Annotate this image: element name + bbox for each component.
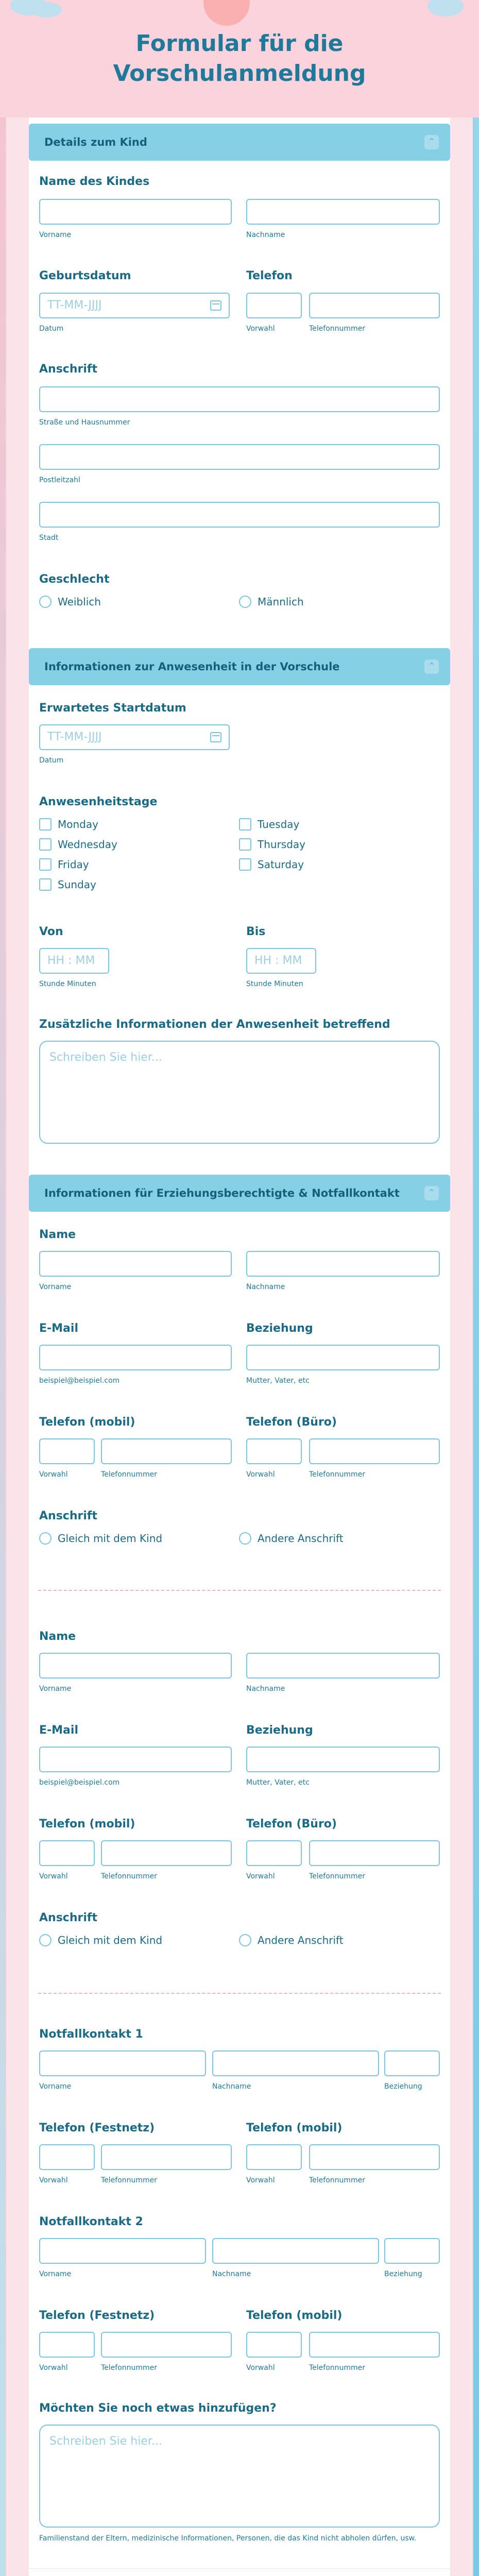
emergency2-relation-input[interactable]: [384, 2238, 440, 2264]
first-name-sublabel: Vorname: [39, 231, 72, 239]
form-title-line1: Formular für die: [135, 30, 344, 57]
area-code-sublabel: Vorwahl: [246, 325, 275, 333]
last-name-sublabel: Nachname: [246, 1685, 285, 1693]
gender-male-radio[interactable]: [239, 596, 251, 608]
to-time-sublabel: Stunde Minuten: [246, 980, 303, 988]
guardian1-first-name-input[interactable]: [39, 1251, 232, 1277]
street-sublabel: Straße und Hausnummer: [39, 418, 130, 427]
guardian1-relation-input[interactable]: [246, 1345, 440, 1370]
guardian1-office-number-input[interactable]: [309, 1438, 440, 1464]
guardian1-same-address-label[interactable]: Gleich mit dem Kind: [58, 1532, 163, 1545]
guardian2-address-label: Anschrift: [39, 1911, 97, 1924]
calendar-icon[interactable]: [210, 732, 221, 742]
attendance-days-label: Anwesenheitstage: [39, 795, 158, 808]
day-label-sunday[interactable]: Sunday: [58, 878, 96, 891]
emergency2-landline-number-input[interactable]: [101, 2332, 232, 2358]
extra-info-hint: Familienstand der Eltern, medizinische Informationen, Personen, die das Kind nicht abholen dürfen, usw.: [39, 2534, 417, 2543]
collapse-icon[interactable]: ⌃: [424, 1186, 439, 1200]
guardian1-name-label: Name: [39, 1228, 76, 1241]
area-code-sublabel: Vorwahl: [39, 1470, 68, 1479]
child-phone-area-input[interactable]: [246, 293, 302, 318]
form-header: [0, 0, 479, 117]
first-name-sublabel: Vorname: [39, 1283, 72, 1291]
emergency1-landline-label: Telefon (Festnetz): [39, 2122, 155, 2134]
emergency1-landline-number-input[interactable]: [101, 2144, 232, 2170]
to-time-label: Bis: [246, 925, 266, 938]
extra-info-label: Möchten Sie noch etwas hinzufügen?: [39, 2402, 277, 2415]
page-edge-left: [0, 0, 5, 2576]
child-name-label: Name des Kindes: [39, 175, 150, 188]
zip-input[interactable]: [39, 444, 440, 470]
city-sublabel: Stadt: [39, 534, 59, 542]
emergency1-relation-input[interactable]: [384, 2050, 440, 2076]
guardian2-same-address-label[interactable]: Gleich mit dem Kind: [58, 1934, 163, 1946]
emergency2-first-name-input[interactable]: [39, 2238, 206, 2264]
city-input[interactable]: [39, 502, 440, 528]
attendance-info-textarea[interactable]: Schreiben Sie hier...: [39, 1041, 440, 1144]
relation-sublabel: Mutter, Vater, etc: [246, 1377, 310, 1385]
sun-decoration: [203, 0, 250, 26]
page-edge-right: [474, 0, 479, 2576]
gender-male-label[interactable]: Männlich: [258, 596, 304, 608]
guardian1-same-address-radio[interactable]: [39, 1532, 52, 1545]
guardian1-other-address-label[interactable]: Andere Anschrift: [258, 1532, 344, 1545]
area-code-sublabel: Vorwahl: [246, 2176, 275, 2184]
guardian1-address-label: Anschrift: [39, 1510, 97, 1522]
birthdate-label: Geburtsdatum: [39, 269, 131, 282]
guardian2-relation-input[interactable]: [246, 1747, 440, 1772]
emergency2-landline-area-input[interactable]: [39, 2332, 95, 2358]
child-last-name-input[interactable]: [246, 199, 440, 225]
last-name-sublabel: Nachname: [246, 231, 285, 239]
extra-info-textarea[interactable]: Schreiben Sie hier...: [39, 2425, 440, 2528]
birthdate-sublabel: Datum: [39, 325, 64, 333]
emergency1-first-name-input[interactable]: [39, 2050, 206, 2076]
guardian2-name-label: Name: [39, 1630, 76, 1643]
phone-number-sublabel: Telefonnummer: [309, 2176, 366, 2184]
day-label-saturday[interactable]: Saturday: [258, 858, 304, 871]
relation-sublabel: Beziehung: [384, 2082, 422, 2091]
birthdate-input[interactable]: TT-MM-JJJJ: [39, 293, 230, 318]
guardian2-last-name-input[interactable]: [246, 1653, 440, 1679]
phone-number-sublabel: Telefonnummer: [309, 1872, 366, 1880]
gender-female-label[interactable]: Weiblich: [58, 596, 101, 608]
section-header-child[interactable]: [29, 124, 450, 161]
area-code-sublabel: Vorwahl: [39, 2364, 68, 2372]
start-date-sublabel: Datum: [39, 756, 64, 765]
section-title: Informationen für Erziehungsberechtigte & Notfallkontakt: [44, 1187, 400, 1199]
from-time-label: Von: [39, 925, 63, 938]
guardian2-same-address-radio[interactable]: [39, 1934, 52, 1946]
start-date-input[interactable]: TT-MM-JJJJ: [39, 724, 230, 750]
area-code-sublabel: Vorwahl: [39, 2176, 68, 2184]
day-checkbox-friday[interactable]: [39, 858, 52, 871]
emergency2-label: Notfallkontakt 2: [39, 2215, 143, 2228]
day-label-thursday[interactable]: Thursday: [258, 838, 305, 851]
emergency1-last-name-input[interactable]: [212, 2050, 379, 2076]
guardian2-office-area-input[interactable]: [246, 1840, 302, 1866]
area-code-sublabel: Vorwahl: [246, 2364, 275, 2372]
collapse-icon[interactable]: ⌃: [424, 659, 439, 674]
guardian2-first-name-input[interactable]: [39, 1653, 232, 1679]
street-input[interactable]: [39, 386, 440, 412]
form-footer: [29, 2568, 450, 2576]
emergency1-mobile-number-input[interactable]: [309, 2144, 440, 2170]
emergency1-mobile-label: Telefon (mobil): [246, 2122, 343, 2134]
section-title: Informationen zur Anwesenheit in der Vorschule: [44, 660, 340, 673]
guardian2-mobile-number-input[interactable]: [101, 1840, 232, 1866]
emergency2-mobile-number-input[interactable]: [309, 2332, 440, 2358]
guardian1-mobile-label: Telefon (mobil): [39, 1416, 135, 1429]
guardian2-other-address-radio[interactable]: [239, 1934, 251, 1946]
from-time-input[interactable]: HH : MM: [39, 948, 109, 974]
emergency1-label: Notfallkontakt 1: [39, 2028, 143, 2041]
day-label-wednesday[interactable]: Wednesday: [58, 838, 117, 851]
relation-sublabel: Beziehung: [384, 2270, 422, 2278]
guardian1-office-area-input[interactable]: [246, 1438, 302, 1464]
gender-female-radio[interactable]: [39, 596, 52, 608]
form-title-line2: Vorschulanmeldung: [113, 60, 366, 87]
phone-number-sublabel: Telefonnummer: [309, 1470, 366, 1479]
day-label-friday[interactable]: Friday: [58, 858, 89, 871]
area-code-sublabel: Vorwahl: [246, 1470, 275, 1479]
guardian1-other-address-radio[interactable]: [239, 1532, 251, 1545]
guardian1-relation-label: Beziehung: [246, 1322, 313, 1335]
guardian1-office-label: Telefon (Büro): [246, 1416, 337, 1429]
area-code-sublabel: Vorwahl: [246, 1872, 275, 1880]
day-checkbox-saturday[interactable]: [239, 858, 251, 871]
start-date-label: Erwartetes Startdatum: [39, 702, 186, 715]
form-card: [29, 117, 450, 2568]
emergency2-mobile-label: Telefon (mobil): [246, 2309, 343, 2322]
phone-number-sublabel: Telefonnummer: [101, 2364, 158, 2372]
address-label: Anschrift: [39, 363, 97, 376]
guardian2-other-address-label[interactable]: Andere Anschrift: [258, 1934, 344, 1946]
guardian1-mobile-area-input[interactable]: [39, 1438, 95, 1464]
section-header-attendance[interactable]: [29, 648, 450, 685]
emergency2-mobile-area-input[interactable]: [246, 2332, 302, 2358]
phone-number-sublabel: Telefonnummer: [309, 2364, 366, 2372]
calendar-icon[interactable]: [210, 300, 221, 311]
day-label-monday[interactable]: Monday: [58, 818, 98, 831]
guardian2-relation-label: Beziehung: [246, 1724, 313, 1737]
relation-sublabel: Mutter, Vater, etc: [246, 1778, 310, 1787]
guardian2-office-number-input[interactable]: [309, 1840, 440, 1866]
from-time-sublabel: Stunde Minuten: [39, 980, 96, 988]
guardian1-email-label: E-Mail: [39, 1322, 78, 1335]
emergency2-last-name-input[interactable]: [212, 2238, 379, 2264]
emergency2-landline-label: Telefon (Festnetz): [39, 2309, 155, 2322]
emergency1-landline-area-input[interactable]: [39, 2144, 95, 2170]
phone-number-sublabel: Telefonnummer: [101, 1872, 158, 1880]
guardian2-mobile-area-input[interactable]: [39, 1840, 95, 1866]
guardian1-last-name-input[interactable]: [246, 1251, 440, 1277]
first-name-sublabel: Vorname: [39, 2270, 72, 2278]
day-checkbox-monday[interactable]: [39, 818, 52, 831]
day-checkbox-tuesday[interactable]: [239, 818, 251, 831]
guardian2-email-input[interactable]: [39, 1747, 232, 1772]
section-divider: [38, 1590, 441, 1591]
section-title: Details zum Kind: [44, 136, 147, 148]
last-name-sublabel: Nachname: [212, 2082, 251, 2091]
cloud-decoration-left-2: [31, 2, 62, 18]
section-header-guardians[interactable]: [29, 1175, 450, 1212]
section-divider: [38, 1993, 441, 1994]
child-phone-number-input[interactable]: [309, 293, 440, 318]
day-checkbox-wednesday[interactable]: [39, 838, 52, 851]
guardian2-office-label: Telefon (Büro): [246, 1818, 337, 1831]
child-phone-label: Telefon: [246, 269, 293, 282]
day-checkbox-sunday[interactable]: [39, 878, 52, 891]
collapse-icon[interactable]: ⌃: [424, 135, 439, 149]
child-first-name-input[interactable]: [39, 199, 232, 225]
emergency1-mobile-area-input[interactable]: [246, 2144, 302, 2170]
email-sublabel: beispiel@beispiel.com: [39, 1778, 120, 1787]
phone-number-sublabel: Telefonnummer: [101, 1470, 158, 1479]
guardian1-mobile-number-input[interactable]: [101, 1438, 232, 1464]
last-name-sublabel: Nachname: [246, 1283, 285, 1291]
first-name-sublabel: Vorname: [39, 1685, 72, 1693]
form-title: [0, 29, 479, 89]
cloud-decoration-right: [427, 0, 464, 16]
email-sublabel: beispiel@beispiel.com: [39, 1377, 120, 1385]
phone-number-sublabel: Telefonnummer: [309, 325, 366, 333]
gender-label: Geschlecht: [39, 573, 110, 586]
first-name-sublabel: Vorname: [39, 2082, 72, 2091]
phone-number-sublabel: Telefonnummer: [101, 2176, 158, 2184]
day-checkbox-thursday[interactable]: [239, 838, 251, 851]
day-label-tuesday[interactable]: Tuesday: [258, 818, 300, 831]
attendance-info-label: Zusätzliche Informationen der Anwesenheit betreffend: [39, 1018, 390, 1031]
guardian1-email-input[interactable]: [39, 1345, 232, 1370]
to-time-input[interactable]: HH : MM: [246, 948, 316, 974]
guardian2-email-label: E-Mail: [39, 1724, 78, 1737]
zip-sublabel: Postleitzahl: [39, 476, 80, 484]
last-name-sublabel: Nachname: [212, 2270, 251, 2278]
guardian2-mobile-label: Telefon (mobil): [39, 1818, 135, 1831]
area-code-sublabel: Vorwahl: [39, 1872, 68, 1880]
